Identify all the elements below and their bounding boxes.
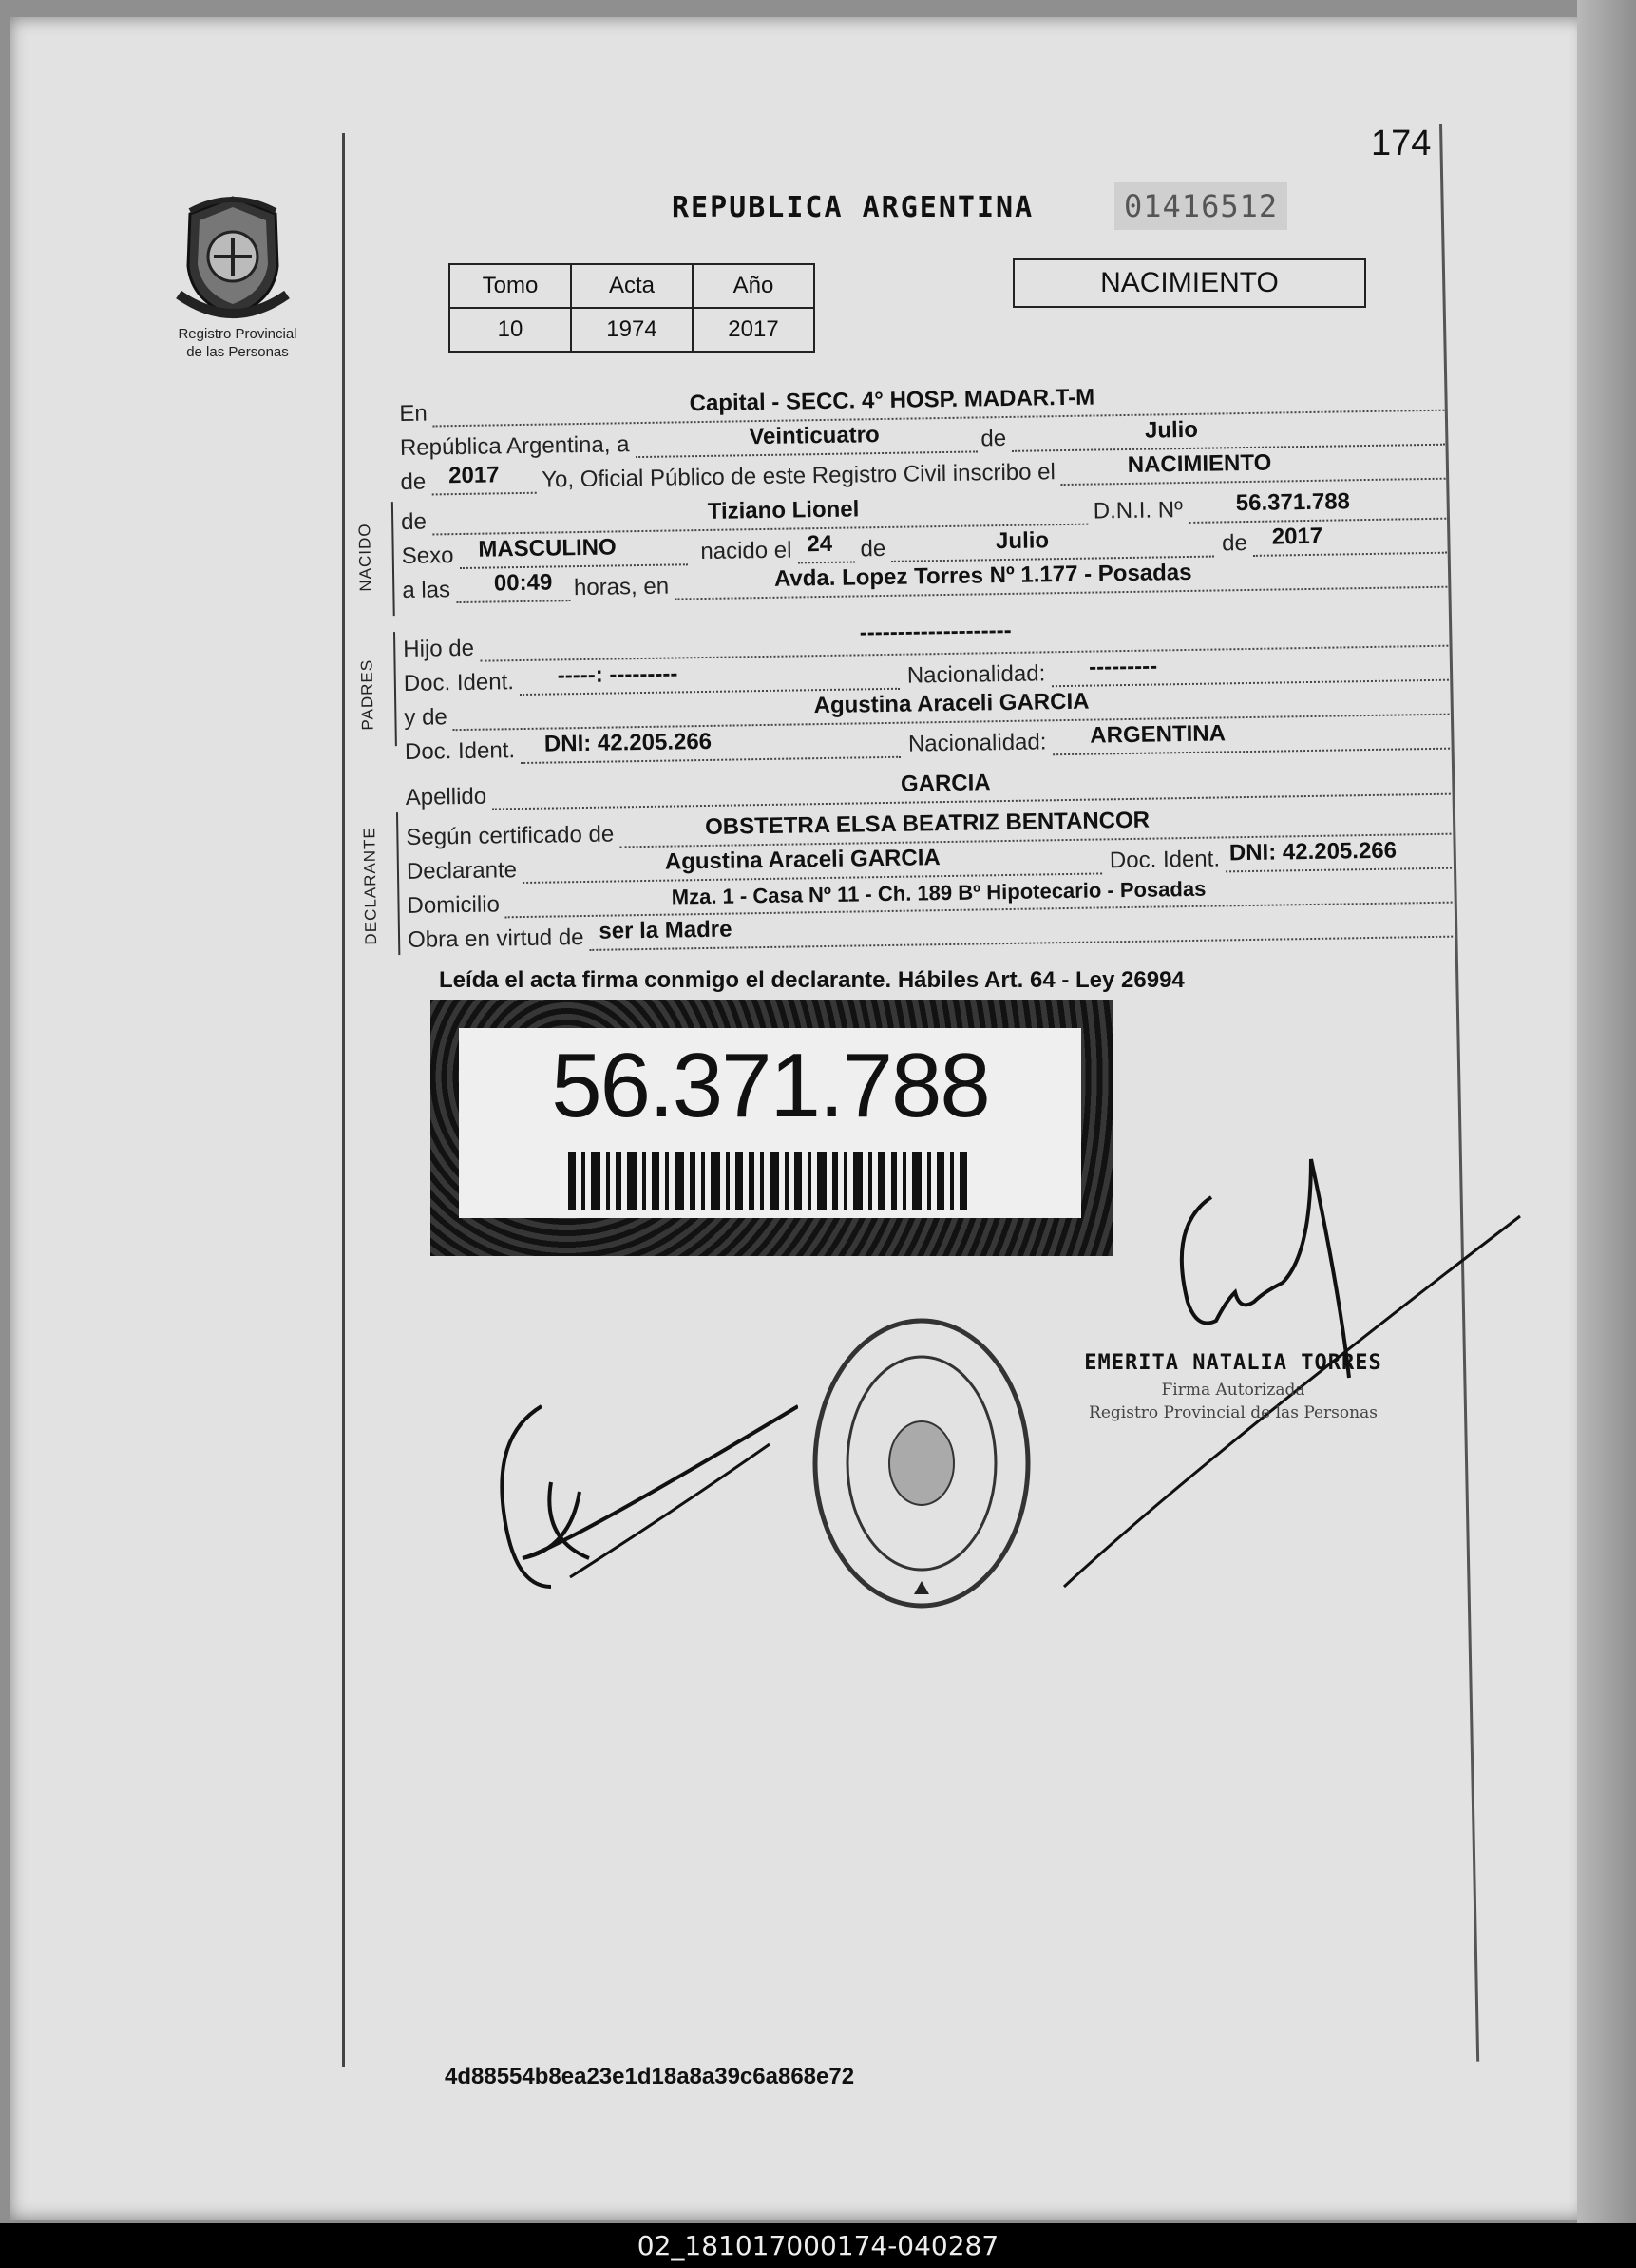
label-nacido-el: nacido el [700, 537, 792, 565]
logo-caption-line2: de las Personas [186, 344, 289, 360]
value-doc-padre: -----: --------- [557, 660, 678, 689]
value-certificado: OBSTETRA ELSA BEATRIZ BENTANCOR [704, 807, 1151, 840]
table-header-row [449, 264, 814, 308]
label-apellido: Apellido [405, 783, 487, 810]
footer-code: 02_181017000174-040287 [637, 2230, 999, 2261]
value-domicilio: Mza. 1 - Casa Nº 11 - Ch. 189 Bº Hipotecario - Posadas [671, 876, 1207, 909]
table-header-ano: Año [693, 264, 814, 308]
left-margin-line [342, 133, 345, 2067]
value-doc-declarante: DNI: 42.205.266 [1228, 837, 1398, 867]
value-child-dni: 56.371.788 [1235, 488, 1351, 517]
label-de-year2: de [1221, 529, 1248, 557]
label-inscribo: Yo, Oficial Público de este Registro Civil inscribo el [542, 459, 1056, 493]
value-apellido: GARCIA [900, 770, 991, 797]
value-hora: 00:49 [493, 569, 553, 597]
footer-code-bar [0, 2223, 1636, 2268]
official-name: EMERITA NATALIA TORRES [1084, 1351, 1382, 1375]
field-record [1061, 449, 1446, 486]
barcode-inner [459, 1028, 1081, 1218]
field-dni [1189, 489, 1447, 524]
official-role: Firma Autorizada [1161, 1381, 1305, 1400]
label-sexo: Sexo [401, 543, 454, 569]
value-year: 2017 [447, 462, 500, 489]
serial-number: 01416512 [1114, 182, 1287, 230]
declarant-signature [485, 1397, 798, 1615]
label-domicilio: Domicilio [407, 891, 501, 919]
label-horas-en: horas, en [573, 573, 670, 601]
label-de-month: de [980, 425, 1007, 452]
logo-caption [152, 325, 323, 361]
label-de-year: de [400, 468, 427, 495]
value-record: NACIMIENTO [1127, 449, 1272, 478]
value-sexo: MASCULINO [478, 534, 617, 562]
logo-caption-line1: Registro Provincial [178, 326, 297, 342]
label-de-name: de [400, 508, 428, 535]
value-nac-padre: --------- [1088, 653, 1158, 680]
label-en: En [399, 400, 428, 427]
value-place: Capital - SECC. 4° HOSP. MADAR.T-M [689, 384, 1095, 417]
section-label-padres: PADRES [357, 658, 377, 731]
table-value-row [449, 308, 814, 352]
label-nac-padre: Nacionalidad: [906, 660, 1046, 689]
official-signature-block [1072, 1351, 1395, 1422]
page-number: 174 [1371, 124, 1432, 163]
label-certificado: Según certificado de [406, 821, 615, 850]
value-day: 24 [807, 530, 833, 558]
section-label-nacido: NACIDO [355, 523, 375, 592]
value-year2: 2017 [1271, 523, 1323, 550]
label-obra: Obra en virtud de [407, 924, 584, 953]
label-a-las: a las [402, 577, 451, 603]
value-child-name: Tiziano Lionel [707, 496, 860, 524]
record-type-box: NACIMIENTO [1013, 258, 1366, 308]
acta-value: 1974 [571, 308, 693, 352]
label-nac-madre: Nacionalidad: [907, 729, 1047, 757]
barcode-label [430, 1000, 1113, 1256]
barcode-number: 56.371.788 [551, 1035, 989, 1136]
label-de-month2: de [860, 535, 886, 562]
field-year [431, 464, 536, 496]
field-hora [456, 571, 570, 603]
value-padre: -------------------- [859, 617, 1012, 646]
section-label-declarante: DECLARANTE [360, 827, 381, 945]
value-obra: ser la Madre [599, 916, 732, 944]
field-sexo [459, 535, 687, 569]
stamp-icon [808, 1311, 1036, 1615]
value-day-words: Veinticuatro [749, 422, 880, 450]
ano-value: 2017 [693, 308, 814, 352]
field-day [797, 532, 854, 563]
value-doc-madre: DNI: 42.205.266 [543, 728, 713, 757]
label-y-de: y de [404, 704, 448, 731]
field-month2 [891, 527, 1214, 562]
official-org: Registro Provincial de las Personas [1089, 1403, 1378, 1422]
paper-edge [1577, 0, 1636, 2223]
tomo-acta-table [448, 263, 815, 353]
closing-statement: Leída el acta firma conmigo el declarante. Hábiles Art. 64 - Ley 26994 [439, 967, 1185, 993]
field-doc-declarante [1226, 839, 1452, 873]
barcode-bars-icon [568, 1152, 967, 1210]
field-year2 [1253, 524, 1447, 557]
tomo-value: 10 [449, 308, 571, 352]
label-doc-padre: Doc. Ident. [403, 669, 515, 696]
value-month: Julio [1144, 416, 1199, 444]
label-republica: República Argentina, a [399, 431, 630, 461]
label-hijo-de: Hijo de [403, 635, 475, 662]
label-dni: D.N.I. Nº [1093, 497, 1184, 524]
label-doc-madre: Doc. Ident. [404, 737, 516, 765]
table-header-acta: Acta [571, 264, 693, 308]
province-seal-logo [171, 190, 295, 328]
document-hash: 4d88554b8ea23e1d18a8a39c6a868e72 [445, 2064, 855, 2089]
value-declarante: Agustina Araceli GARCIA [664, 845, 941, 875]
seal-icon [171, 190, 295, 323]
value-month2: Julio [995, 527, 1050, 555]
value-nac-madre: ARGENTINA [1090, 720, 1227, 749]
field-nac-madre [1052, 719, 1450, 756]
table-header-tomo: Tomo [449, 264, 571, 308]
document-title: REPUBLICA ARGENTINA [672, 191, 1035, 224]
label-doc-declarante: Doc. Ident. [1109, 846, 1221, 874]
label-declarante: Declarante [406, 857, 518, 885]
official-stamp [808, 1311, 1036, 1615]
value-lugar: Avda. Lopez Torres Nº 1.177 - Posadas [773, 559, 1192, 592]
value-madre: Agustina Araceli GARCIA [813, 688, 1090, 719]
field-doc-madre [521, 728, 901, 764]
